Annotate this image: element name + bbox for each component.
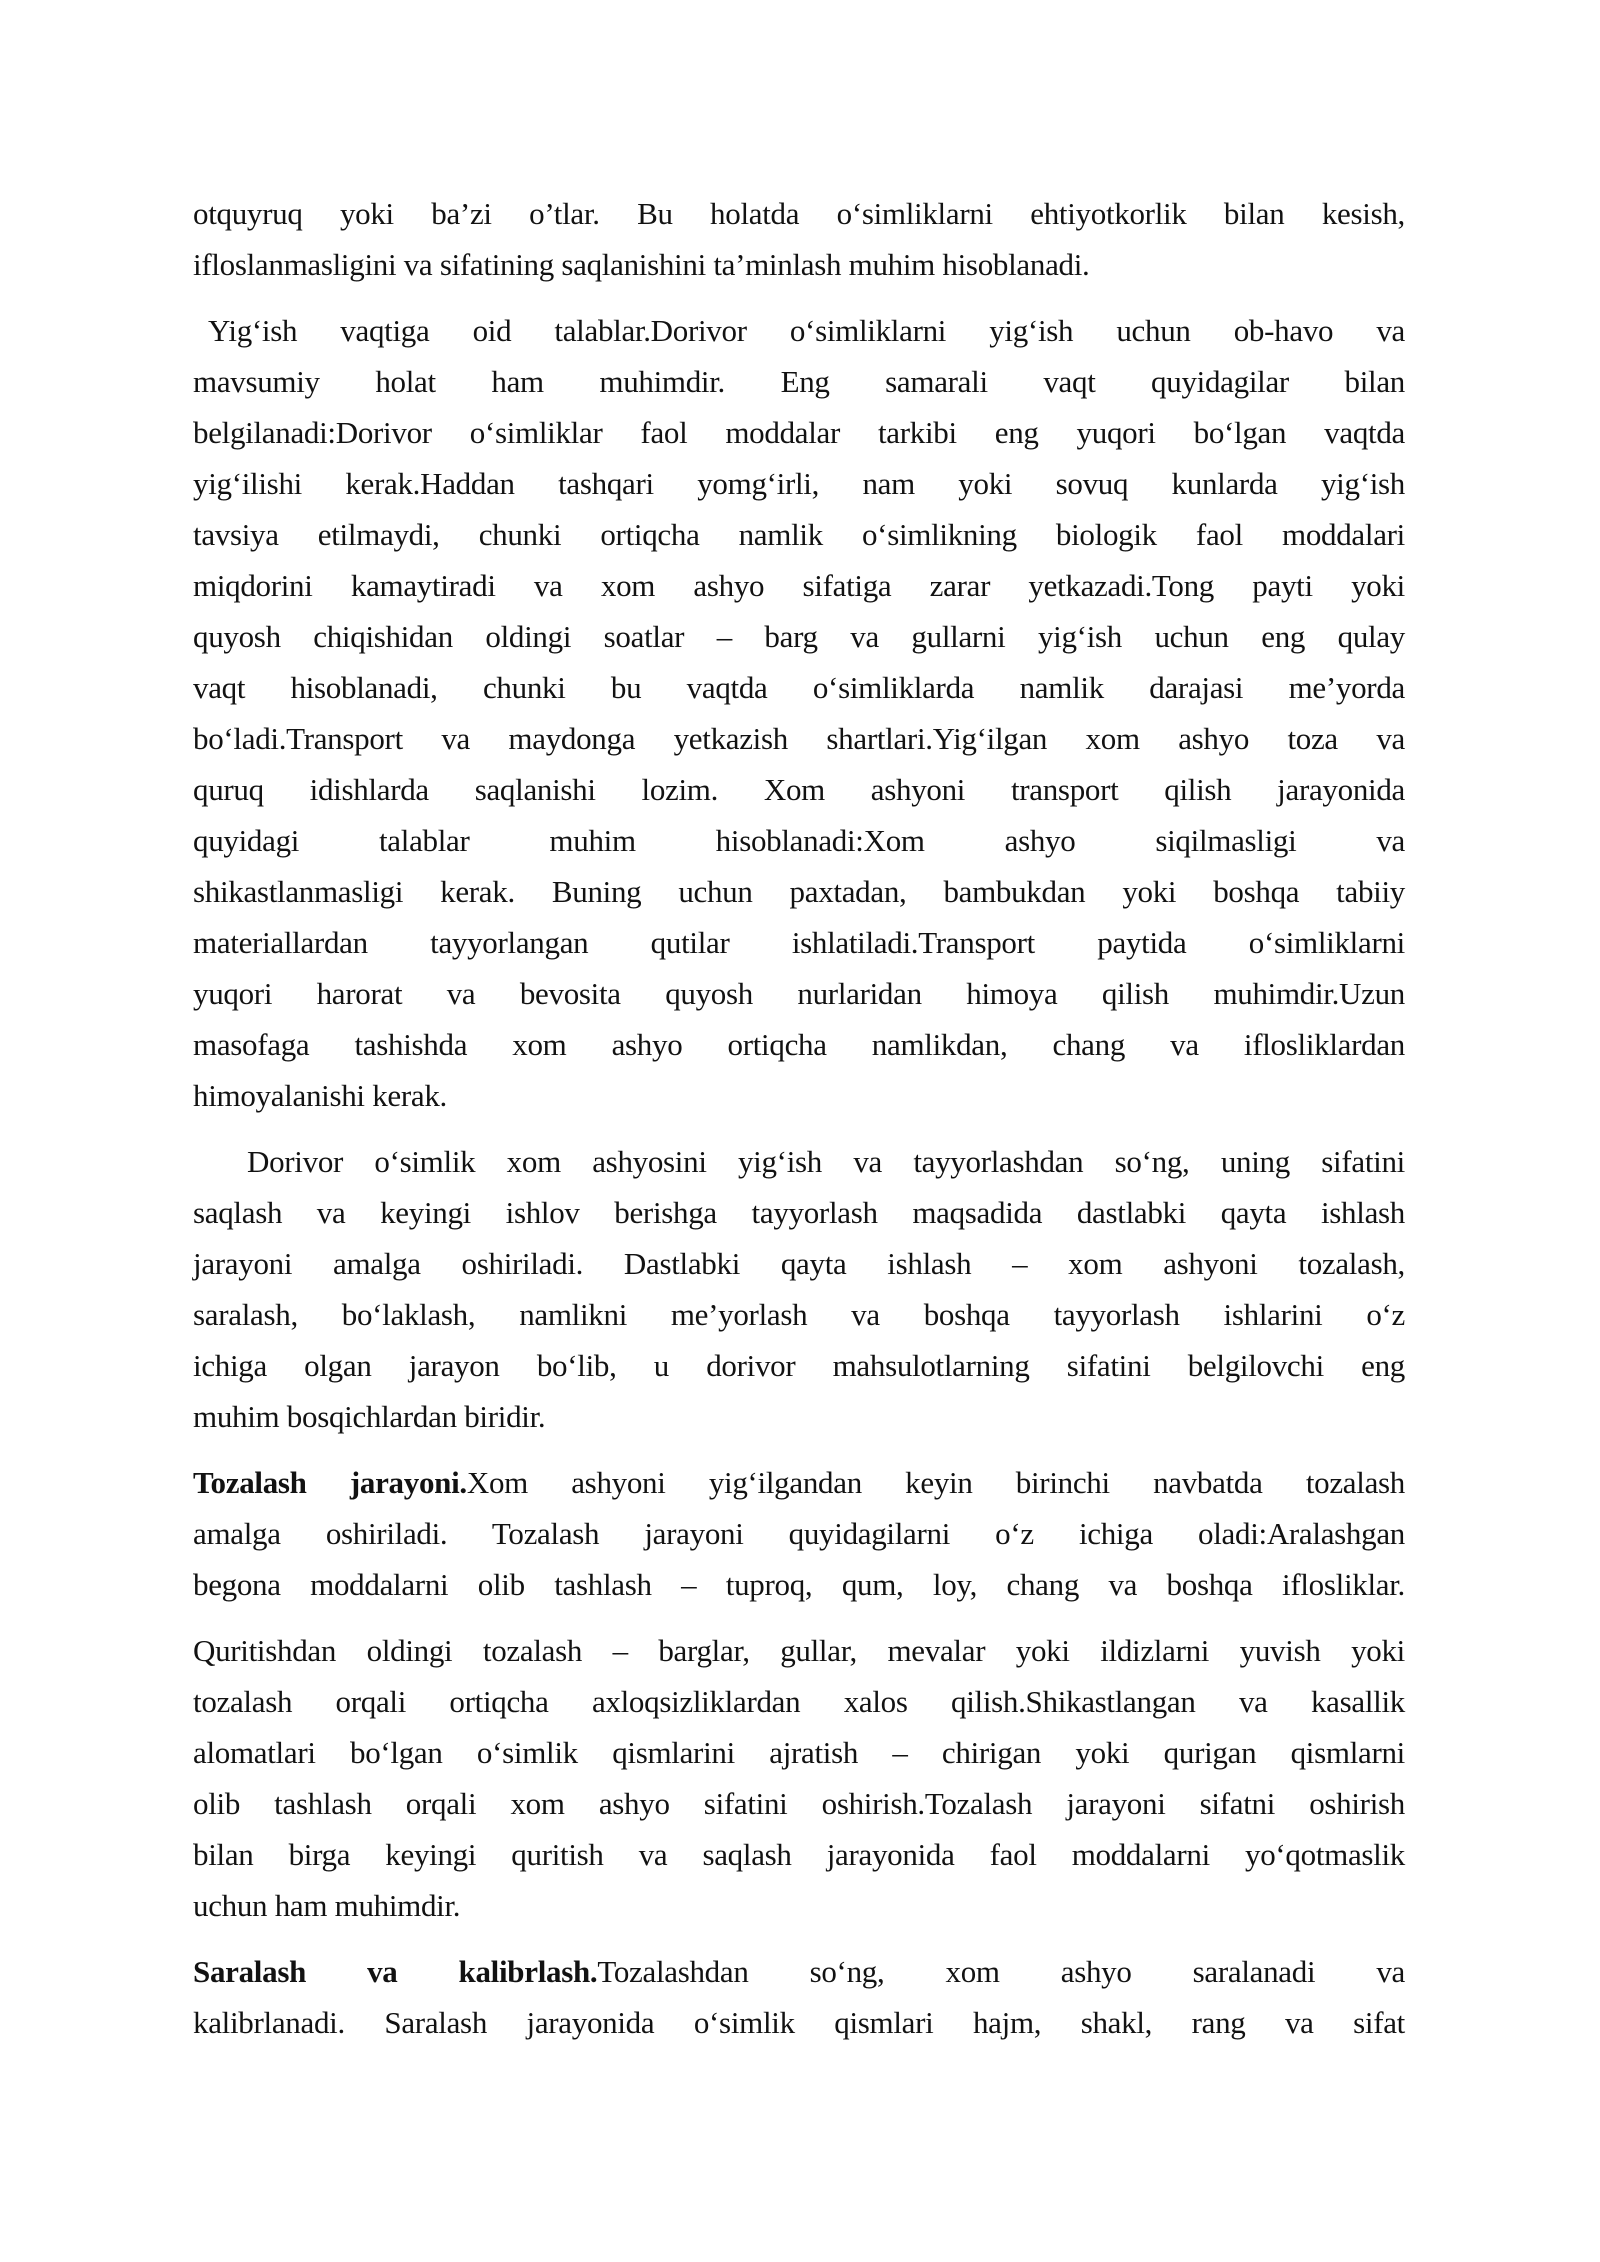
text-line: otquyruq yoki ba’zi o’tlar. Bu holatda o‘simliklarni ehtiyotkorlik bilan kesish, <box>193 196 1405 231</box>
text-line: shikastlanmasligi kerak. Buning uchun paxtadan, bambukdan yoki boshqa tabiiy <box>193 874 1405 909</box>
text-line: saralash, bo‘laklash, namlikni me’yorlash va boshqa tayyorlash ishlarini o‘z <box>193 1297 1405 1332</box>
text-line: alomatlari bo‘lgan o‘simlik qismlarini ajratish – chirigan yoki qurigan qismlarni <box>193 1735 1405 1770</box>
text-line: bo‘ladi.Transport va maydonga yetkazish shartlari.Yig‘ilgan xom ashyo toza va <box>193 721 1405 756</box>
text-line: muhim bosqichlardan biridir. <box>193 1399 546 1434</box>
text-line: jarayoni amalga oshiriladi. Dastlabki qayta ishlash – xom ashyoni tozalash, <box>193 1246 1405 1281</box>
text-line: uchun ham muhimdir. <box>193 1888 461 1923</box>
text-line: saqlash va keyingi ishlov berishga tayyorlash maqsadida dastlabki qayta ishlash <box>193 1195 1405 1230</box>
text-line: quruq idishlarda saqlanishi lozim. Xom ashyoni transport qilish jarayonida <box>193 772 1405 807</box>
text-line: quyidagi talablar muhim hisoblanadi:Xom ashyo siqilmasligi va <box>193 823 1405 858</box>
text-line: vaqt hisoblanadi, chunki bu vaqtda o‘simliklarda namlik darajasi me’yorda <box>193 670 1405 705</box>
text-line: bilan birga keyingi quritish va saqlash jarayonida faol moddalarni yo‘qotmaslik <box>193 1837 1405 1872</box>
text-line: Yig‘ish vaqtiga oid talablar.Dorivor o‘simliklarni yig‘ish uchun ob-havo va <box>208 313 1405 348</box>
text-line: Dorivor o‘simlik xom ashyosini yig‘ish va tayyorlashdan so‘ng, uning sifatini <box>247 1144 1405 1179</box>
text-line: begona moddalarni olib tashlash – tuproq, qum, loy, chang va boshqa iflosliklar. <box>193 1567 1405 1602</box>
text-line: amalga oshiriladi. Tozalash jarayoni quyidagilarni o‘z ichiga oladi:Aralashgan <box>193 1516 1405 1551</box>
text-line: yig‘ilishi kerak.Haddan tashqari yomg‘irli, nam yoki sovuq kunlarda yig‘ish <box>193 466 1405 501</box>
paragraph-yigish-vaqtiga <box>193 305 1405 1121</box>
text-line: belgilanadi:Dorivor o‘simliklar faol moddalar tarkibi eng yuqori bo‘lgan vaqtda <box>193 415 1405 450</box>
text-line: tozalash orqali ortiqcha axloqsizliklardan xalos qilish.Shikastlangan va kasallik <box>193 1684 1405 1719</box>
text-line: kalibrlanadi. Saralash jarayonida o‘simlik qismlari hajm, shakl, rang va sifat <box>193 2005 1405 2040</box>
text-line: ichiga olgan jarayon bo‘lib, u dorivor mahsulotlarning sifatini belgilovchi eng <box>193 1348 1405 1383</box>
text-line: yuqori harorat va bevosita quyosh nurlaridan himoya qilish muhimdir.Uzun <box>193 976 1405 1011</box>
text-line: Tozalash jarayoni.Xom ashyoni yig‘ilgandan keyin birinchi navbatda tozalash <box>193 1465 1405 1500</box>
text-line: Quritishdan oldingi tozalash – barglar, gullar, mevalar yoki ildizlarni yuvish yoki <box>193 1633 1405 1668</box>
text-line: miqdorini kamaytiradi va xom ashyo sifatiga zarar yetkazadi.Tong payti yoki <box>193 568 1405 603</box>
text-block <box>193 188 1405 2048</box>
paragraph-tozalash-jarayoni <box>193 1457 1405 1610</box>
text-line: Saralash va kalibrlash.Tozalashdan so‘ng, xom ashyo saralanadi va <box>193 1954 1405 1989</box>
text-line: himoyalanishi kerak. <box>193 1078 447 1113</box>
text-line: materiallardan tayyorlangan qutilar ishlatiladi.Transport paytida o‘simliklarni <box>193 925 1405 960</box>
bold-lead-in: Tozalash jarayoni. <box>193 1465 467 1500</box>
paragraph-quritishdan-oldingi <box>193 1625 1405 1931</box>
paragraph-saralash-kalibrlash <box>193 1946 1405 2048</box>
paragraph-dorivor-osimlik <box>193 1136 1405 1442</box>
text-line: quyosh chiqishidan oldingi soatlar – barg va gullarni yig‘ish uchun eng qulay <box>193 619 1405 654</box>
text-line: ifloslanmasligini va sifatining saqlanishini ta’minlash muhim hisoblanadi. <box>193 247 1090 282</box>
text-line: masofaga tashishda xom ashyo ortiqcha namlikdan, chang va iflosliklardan <box>193 1027 1405 1062</box>
text-line: mavsumiy holat ham muhimdir. Eng samarali vaqt quyidagilar bilan <box>193 364 1405 399</box>
paragraph-continuation <box>193 188 1405 290</box>
bold-lead-in: Saralash va kalibrlash. <box>193 1954 598 1989</box>
text-line: olib tashlash orqali xom ashyo sifatini oshirish.Tozalash jarayoni sifatni oshirish <box>193 1786 1405 1821</box>
text-line: tavsiya etilmaydi, chunki ortiqcha namlik o‘simlikning biologik faol moddalari <box>193 517 1405 552</box>
